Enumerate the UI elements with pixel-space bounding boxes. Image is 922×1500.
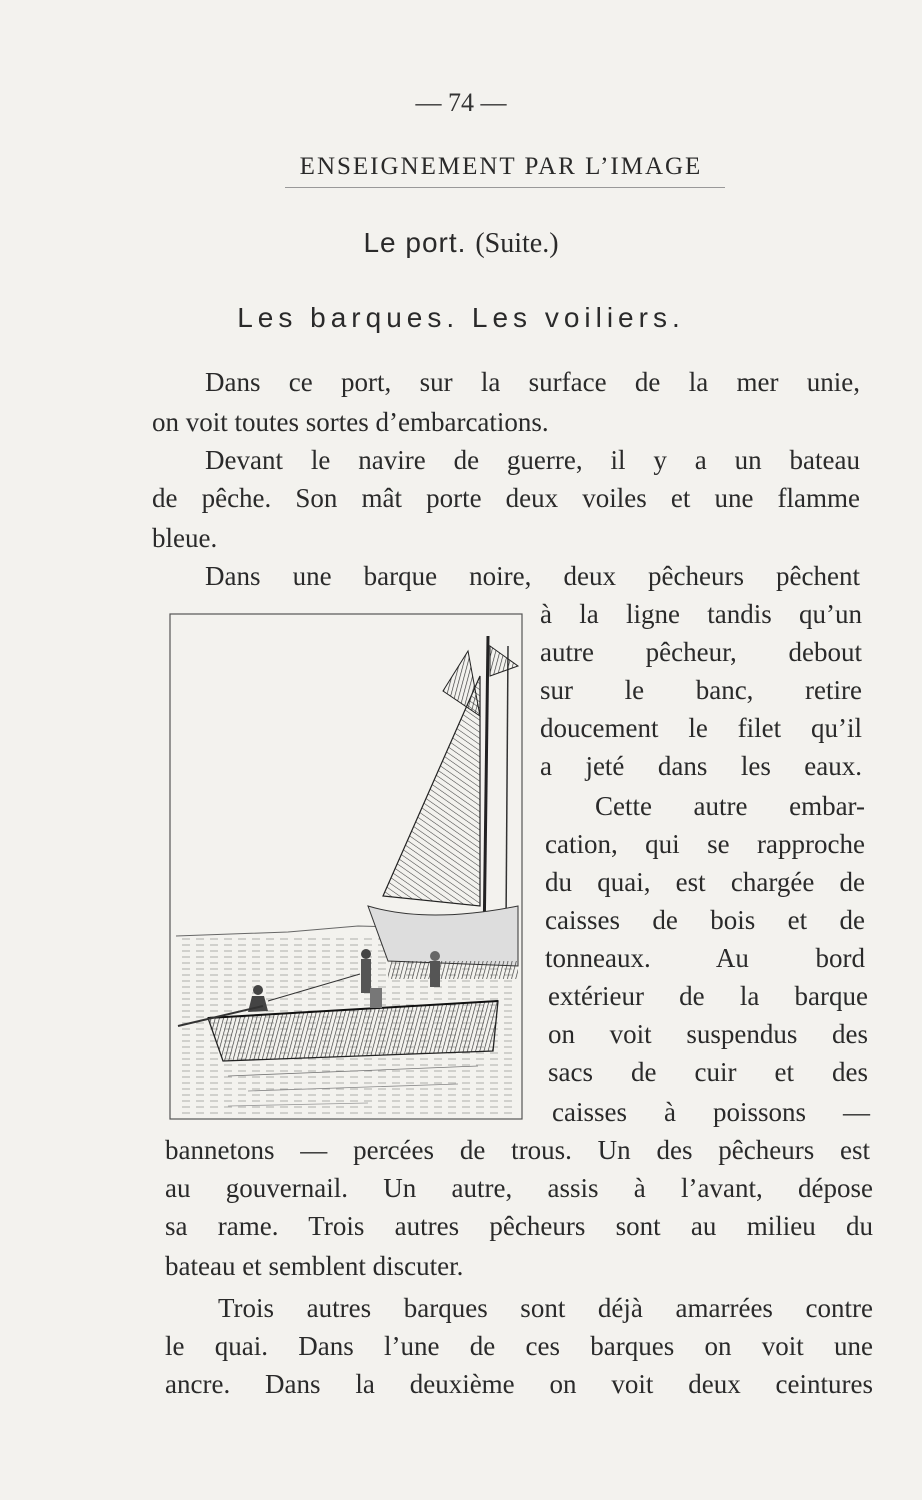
text-line: bannetons — percées de trous. Un des pêcheurs est (165, 1135, 870, 1165)
text-line: du quai, est chargée de (545, 867, 865, 897)
text-line: doucement le filet qu’il (540, 713, 862, 743)
lesson-title (0, 226, 922, 260)
text-line: bateau et semblent discuter. (165, 1251, 464, 1281)
text-line: caisses de bois et de (545, 905, 865, 935)
text-line: bleue. (152, 523, 218, 553)
standing-fisherman-body (361, 959, 371, 993)
text-line: Dans ce port, sur la surface de la mer unie, (205, 367, 860, 397)
standing-fisherman-head (361, 949, 371, 959)
fisherman-head (430, 951, 440, 961)
back-boat-hull (368, 906, 518, 966)
text-line: ancre. Dans la deuxième on voit deux ceintures (165, 1369, 873, 1399)
boat-illustration (168, 606, 526, 1126)
text-line: sa rame. Trois autres pêcheurs sont au milieu du (165, 1211, 873, 1241)
back-boat-band (388, 961, 518, 979)
text-line: le quai. Dans l’une de ces barques on voit une (165, 1331, 873, 1361)
lesson-title-suite: (Suite.) (475, 228, 559, 259)
text-line: sur le banc, retire (540, 675, 862, 705)
pennant (490, 646, 518, 676)
mast-rope (506, 646, 508, 926)
text-line: on voit toutes sortes d’embarcations. (152, 407, 549, 437)
text-line: au gouvernail. Un autre, assis à l’avant, dépose (165, 1173, 873, 1203)
lesson-subtitle: Les barques. Les voiliers. (237, 302, 685, 333)
fisherman-body (430, 961, 440, 987)
text-line: Cette autre embar- (595, 791, 865, 821)
top-sail (443, 651, 480, 716)
text-line: Devant le navire de guerre, il y a un bateau (205, 445, 860, 475)
bench (370, 988, 382, 1008)
page-number: — 74 — (415, 88, 507, 117)
main-sail (383, 676, 480, 906)
seated-fisherman-head (253, 985, 263, 995)
text-line: tonneaux. Au bord (545, 943, 865, 973)
boat-engraving (168, 606, 526, 1126)
text-line: extérieur de la barque (548, 981, 868, 1011)
text-line: de pêche. Son mât porte deux voiles et une flamme (152, 483, 860, 513)
mast (484, 636, 488, 946)
text-line: a jeté dans les eaux. (540, 751, 862, 781)
text-line: à la ligne tandis qu’un (540, 599, 862, 629)
text-line: autre pêcheur, debout (540, 637, 862, 667)
text-line: caisses à poissons — (552, 1097, 870, 1127)
text-line: sacs de cuir et des (548, 1057, 868, 1087)
text-line: Dans une barque noire, deux pêcheurs pêchent (205, 561, 860, 591)
text-line: on voit suspendus des (548, 1019, 868, 1049)
section-title: ENSEIGNEMENT PAR L’IMAGE (299, 153, 703, 180)
section-rule (285, 187, 725, 188)
text-line: Trois autres barques sont déjà amarrées contre (218, 1293, 873, 1323)
lesson-title-main: Le port. (363, 227, 467, 258)
text-line: cation, qui se rapproche (545, 829, 865, 859)
